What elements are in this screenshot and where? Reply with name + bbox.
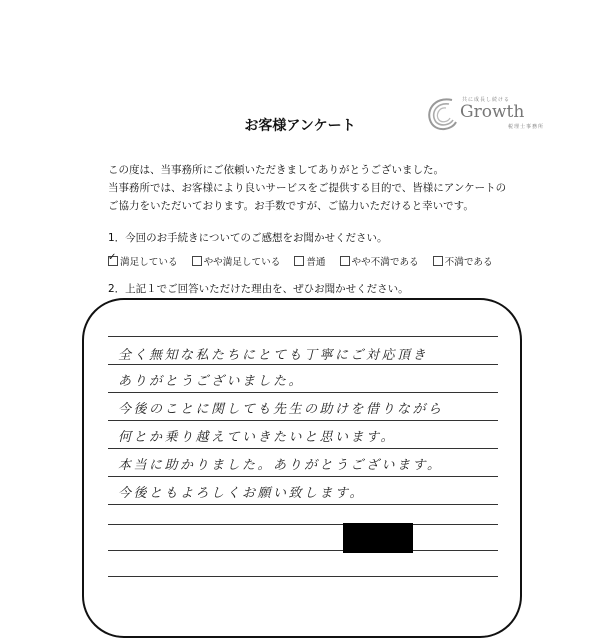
rule-line: [108, 550, 498, 551]
answer-line-6: 今後ともよろしくお願い致します。: [118, 486, 365, 501]
option-label: やや満足している: [203, 257, 281, 268]
answer-line-1: 全く無知な私たちにとても丁寧にご対応頂き: [118, 348, 429, 363]
intro-line-1: この度は、当事務所にご依頼いただきましてありがとうございました。: [108, 164, 444, 176]
checkbox-checked-icon[interactable]: [108, 256, 118, 266]
redacted-signature: [343, 523, 413, 553]
logo-tagline: 共に成長し続ける: [462, 97, 511, 103]
option-label: 満足している: [120, 257, 178, 268]
option-neutral[interactable]: [294, 254, 325, 268]
rule-line: [108, 504, 498, 505]
answer-line-5: 本当に助かりました。ありがとうございます。: [118, 458, 443, 473]
rule-line: [108, 336, 498, 337]
intro-line-2: 当事務所では、お客様により良いサービスをご提供する目的で、皆様にアンケートの: [108, 182, 507, 194]
rule-line: [108, 420, 498, 421]
rule-line: [108, 364, 498, 365]
answer-line-2: ありがとうございました。: [118, 374, 305, 389]
question-2: 2．上記１でご回答いただけた理由を、ぜひお聞かせください。: [108, 283, 409, 295]
answer-line-4: 何とか乗り越えていきたいと思います。: [118, 430, 396, 445]
rule-line: [108, 476, 498, 477]
rule-line: [108, 392, 498, 393]
intro-line-3: ご協力をいただいております。お手数ですが、ご協力いただけると幸いです。: [108, 200, 474, 212]
answer-line-3: 今後のことに関しても先生の助けを借りながら: [118, 402, 444, 417]
checkbox-icon[interactable]: [294, 256, 304, 266]
logo-subtitle: 税理士事務所: [508, 124, 545, 130]
option-label: 不満である: [444, 257, 493, 268]
option-dissatisfied[interactable]: [433, 254, 493, 268]
page-title: お客様アンケート: [244, 118, 356, 134]
option-label: 普通: [306, 257, 326, 268]
checkbox-icon[interactable]: [192, 256, 202, 266]
logo-brand: Growth: [460, 102, 525, 122]
rule-line: [108, 448, 498, 449]
rule-line: [108, 524, 498, 525]
question-1: 1．今回のお手続きについてのご感想をお聞かせください。: [108, 232, 388, 244]
option-somewhat-satisfied[interactable]: [192, 254, 281, 268]
option-somewhat-dissatisfied[interactable]: [340, 254, 419, 268]
checkbox-icon[interactable]: [433, 256, 443, 266]
option-label: やや不満である: [351, 257, 419, 268]
satisfaction-options: [108, 254, 507, 268]
checkbox-icon[interactable]: [340, 256, 350, 266]
option-satisfied[interactable]: [108, 254, 178, 268]
rule-line: [108, 576, 498, 577]
